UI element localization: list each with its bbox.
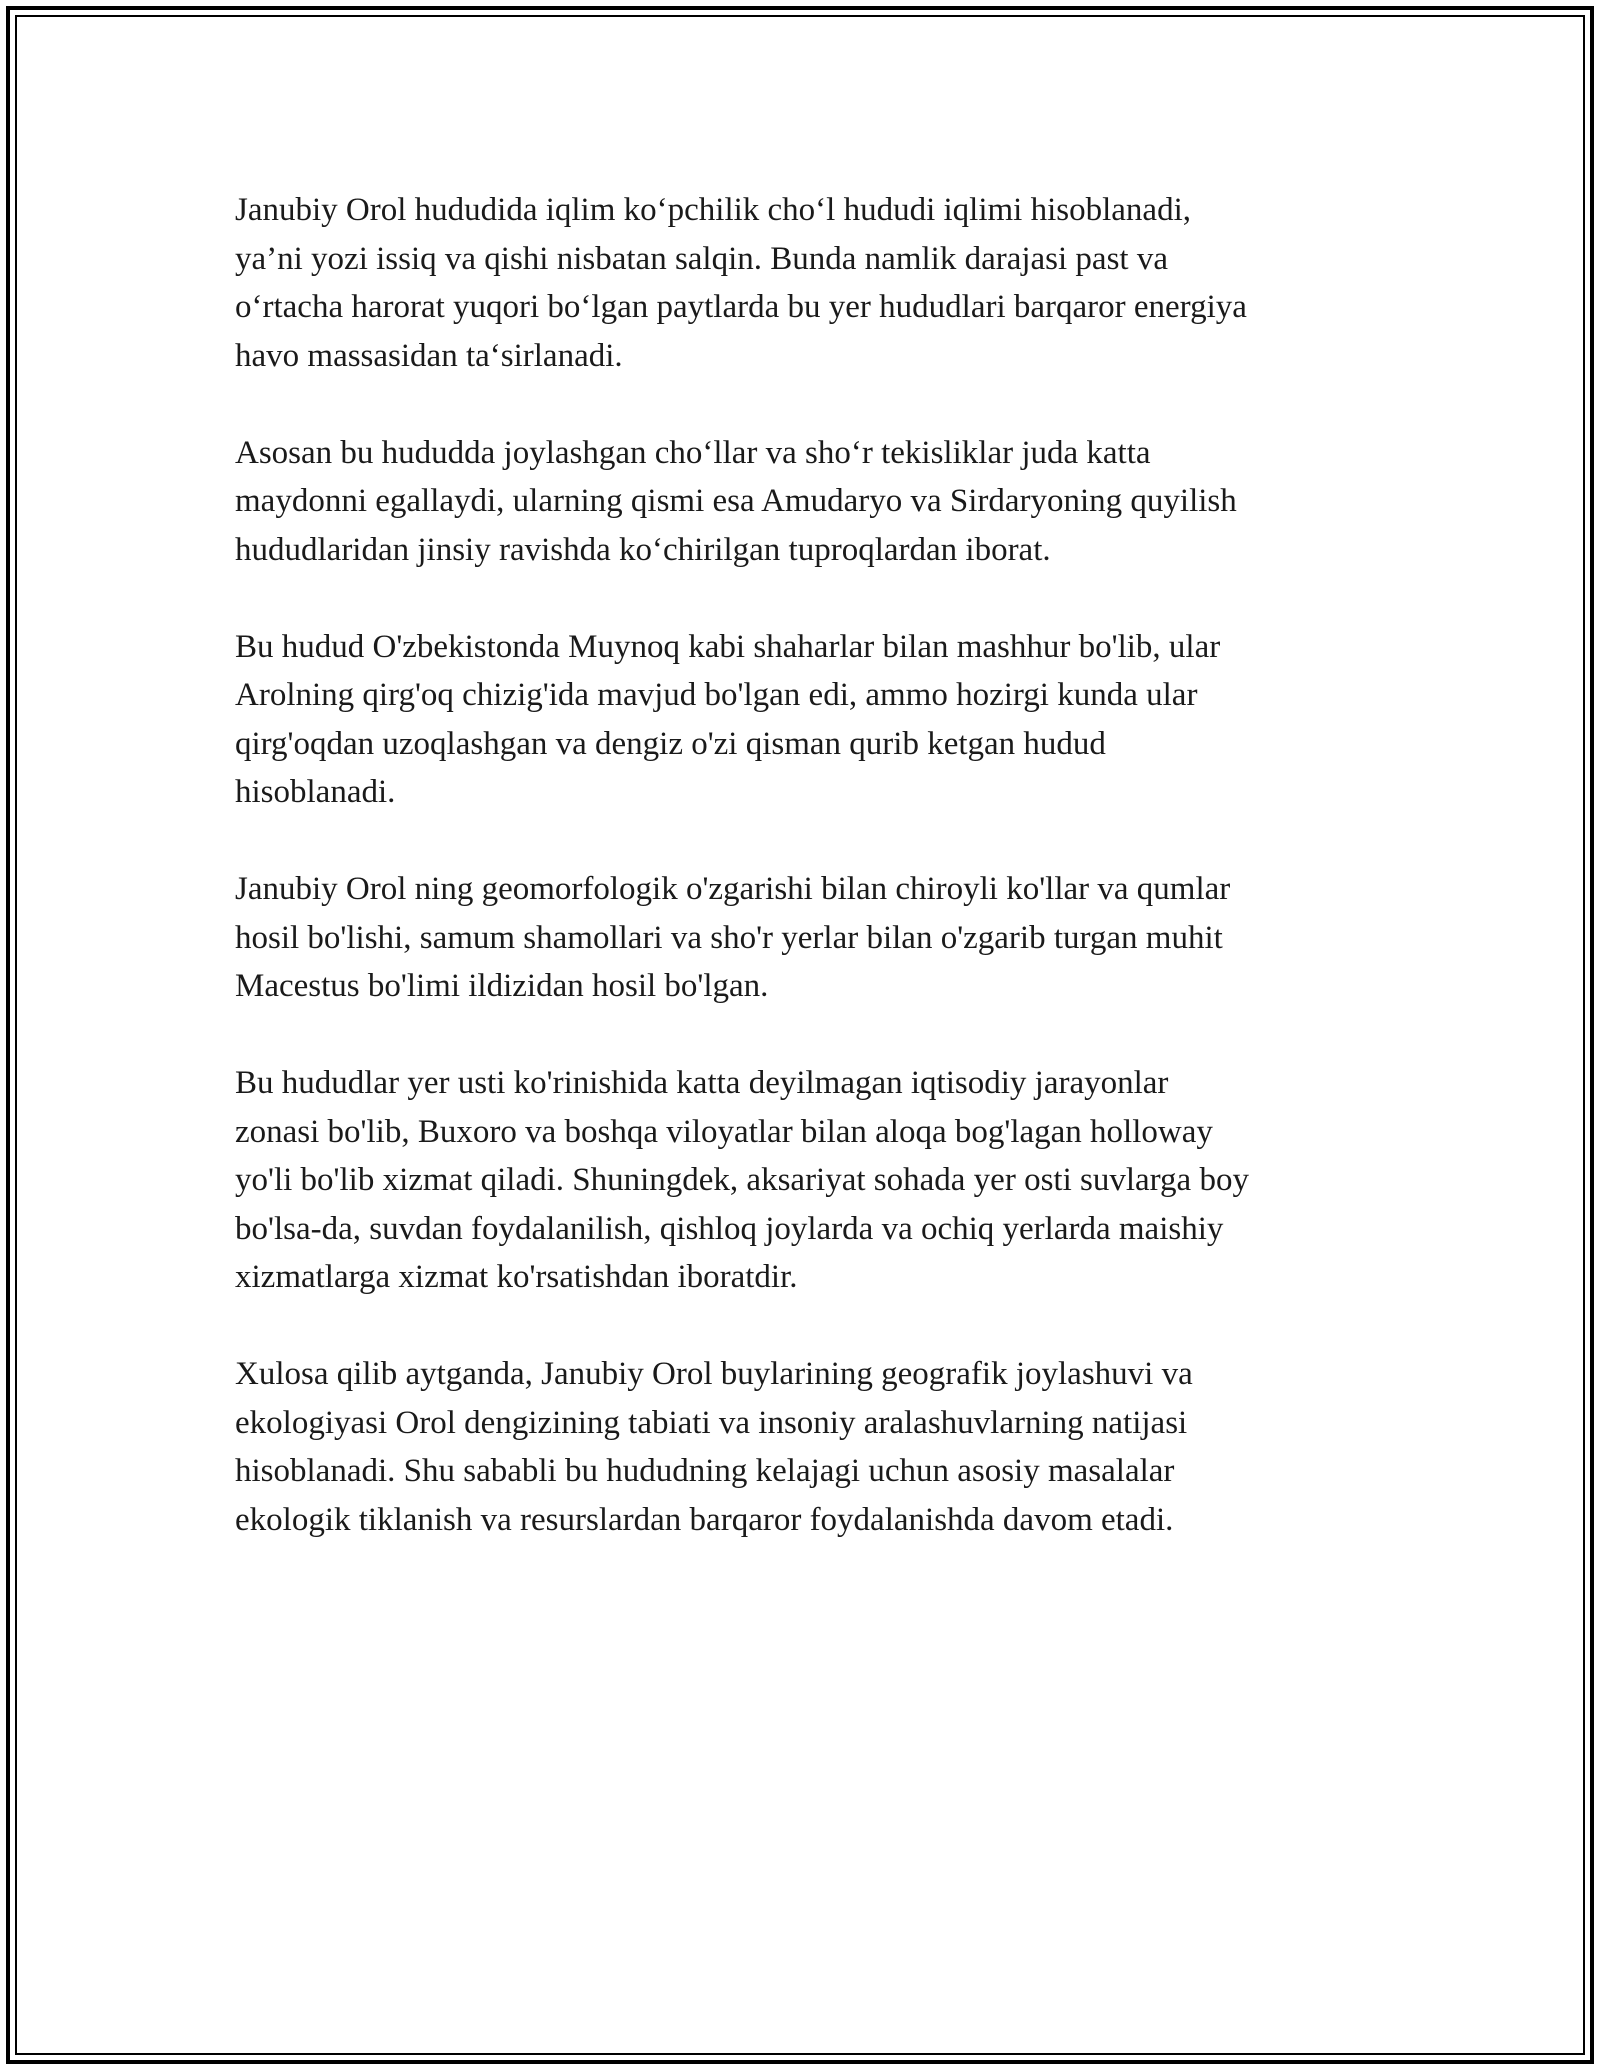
- paragraph-geomorphology: Janubiy Orol ning geomorfologik o'zgarishi bilan chiroyli ko'llar va qumlar hosil bo'lishi, samum shamollari va sho'r yerlar bilan o'zgarib turgan muhit Macestus bo'limi ildizidan hosil bo'lgan.: [235, 871, 1231, 1004]
- document-body: [235, 186, 1375, 1593]
- paragraph-deserts: Asosan bu hududda joylashgan cho‘llar va sho‘r tekisliklar juda katta maydonni egallaydi, ularning qismi esa Amudaryo va Sirdaryoning quyilish hududlaridan jinsiy ravishda ko‘chirilgan tuproqlardan iborat.: [235, 434, 1237, 568]
- paragraph-muynoq: Bu hudud O'zbekistonda Muynoq kabi shaharlar bilan mashhur bo'lib, ular Arolning qirg'oq chizig'ida mavjud bo'lgan edi, ammo hozirgi kunda ular qirg'oqdan uzoqlashgan va dengiz o'zi qisman qurib ketgan hudud hisoblanadi.: [235, 628, 1221, 810]
- paragraph-economy: Bu hududlar yer usti ko'rinishida katta deyilmagan iqtisodiy jarayonlar zonasi bo'lib, Buxoro va boshqa viloyatlar bilan aloqa bog'lagan holloway yo'li bo'lib xizmat qiladi. Shuningdek, aksariyat sohada yer osti suvlarga boy bo'lsa-da, suvdan foydalanilish, qishloq joylarda va ochiq yerlarda maishiy xizmatlarga xizmat ko'rsatishdan iboratdir.: [235, 1065, 1249, 1295]
- paragraph-conclusion: Xulosa qilib aytganda, Janubiy Orol buylarining geografik joylashuvi va ekologiyasi Orol dengizining tabiati va insoniy aralashuvlarning natijasi hisoblanadi. Shu sababli bu hududning kelajagi uchun asosiy masalalar ekologik tiklanish va resurslardan barqaror foydalanishda davom etadi.: [235, 1356, 1193, 1538]
- paragraph-climate: Janubiy Orol hududida iqlim ko‘pchilik cho‘l hududi iqlimi hisoblanadi, ya’ni yozi issiq va qishi nisbatan salqin. Bunda namlik darajasi past va o‘rtacha harorat yuqori bo‘lgan paytlarda bu yer hududlari barqaror energiya havo massasidan ta‘sirlanadi.: [235, 192, 1247, 374]
